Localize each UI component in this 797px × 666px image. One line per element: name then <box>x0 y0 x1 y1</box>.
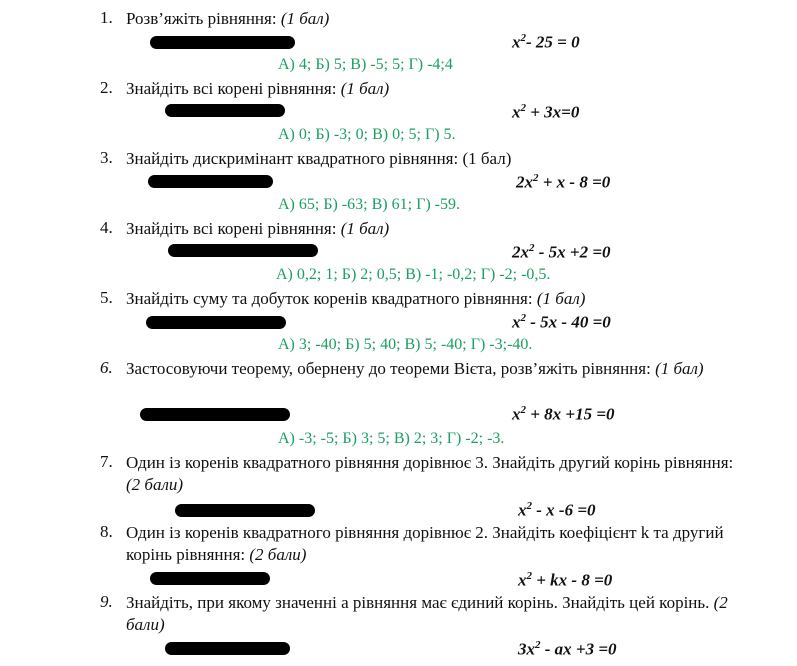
question-points: (1 бал) <box>340 219 390 238</box>
question-text: Знайдіть всі корені рівняння: (1 бал) <box>126 219 390 238</box>
redaction-mark <box>150 36 295 49</box>
redaction-mark <box>175 504 315 517</box>
equation: $x^2$ + kx - 8 =0 <box>518 570 613 590</box>
question-text: Один із коренів квадратного рівняння дорівнює 3. Знайдіть другий корінь рівняння: (2 бали) <box>126 453 734 494</box>
question-text: Застосовуючи теорему, обернену до теореми Вієта, розв’яжіть рівняння: (1 бал) <box>126 359 704 378</box>
question-points: (1 бал) <box>340 79 390 98</box>
question-text: Знайдіть суму та добуток коренів квадратного рівняння: (1 бал) <box>126 289 586 308</box>
question-points: (1 бал) <box>462 149 512 168</box>
redaction-mark <box>165 642 290 655</box>
answer-options: А) 4; Б) 5; В) -5; 5; Г) -4;4 <box>278 56 453 73</box>
redaction-mark <box>140 408 290 421</box>
equation: $x^2$ - x -6 =0 <box>518 500 596 520</box>
question-text: Один із коренів квадратного рівняння дорівнює 2. Знайдіть коефіцієнт k та другий корінь рівняння: (2 бали) <box>126 523 724 564</box>
redaction-mark <box>165 104 285 117</box>
question-number: 1. <box>100 8 113 27</box>
question-number: 6. <box>100 358 113 377</box>
question-number: 2. <box>100 78 113 97</box>
question-number: 5. <box>100 288 113 307</box>
question-number: 4. <box>100 218 113 237</box>
question-points: (1 бал) <box>536 289 586 308</box>
question-text: Розв’яжіть рівняння: (1 бал) <box>126 9 330 28</box>
question-text: Знайдіть всі корені рівняння: (1 бал) <box>126 79 390 98</box>
redaction-mark <box>150 572 270 585</box>
question-text: Знайдіть, при якому значенні а рівняння має єдиний корінь. Знайдіть цей корінь. (2 бали) <box>126 593 728 634</box>
equation: $2x^2 + x - 8 =0$ <box>516 172 611 192</box>
question-number: 8. <box>100 522 113 541</box>
equation: $x^2 - 5x - 40 =0$ <box>512 312 611 332</box>
answer-options: А) 3; -40; Б) 5; 40; В) 5; -40; Г) -3;-40. <box>278 336 533 353</box>
equation: $3x^2$ - ax +3 =0 <box>518 639 617 659</box>
answer-options: А) 65; Б) -63; В) 61; Г) -59. <box>278 196 460 213</box>
question-number: 7. <box>100 452 113 471</box>
question-number: 9. <box>100 592 113 611</box>
question-text: Знайдіть дискримінант квадратного рівняння: (1 бал) <box>126 149 512 168</box>
equation: $2x^2 - 5x +2 =0$ <box>512 242 611 262</box>
equation: $x^2 + 3x=0$ <box>512 102 580 122</box>
question-points: (2 бали) <box>126 475 184 494</box>
equation: $x^2-$ 25 = 0 <box>512 32 580 52</box>
answer-options: А) -3; -5; Б) 3; 5; В) 2; 3; Г) -2; -3. <box>278 430 505 447</box>
redaction-mark <box>168 244 318 257</box>
redaction-mark <box>148 175 273 188</box>
answer-options: А) 0; Б) -3; 0; В) 0; 5; Г) 5. <box>278 126 456 143</box>
question-points: (1 бал) <box>280 9 330 28</box>
equation: $x^2 + 8x +15 =0$ <box>512 404 615 424</box>
question-points: (2 бали) <box>249 545 307 564</box>
answer-options: А) 0,2; 1; Б) 2; 0,5; В) -1; -0,2; Г) -2; -0,5. <box>276 266 551 283</box>
question-points: (1 бал) <box>655 359 704 378</box>
question-points: (2 бали) <box>126 593 728 634</box>
redaction-mark <box>146 316 286 329</box>
question-number: 3. <box>100 148 113 167</box>
